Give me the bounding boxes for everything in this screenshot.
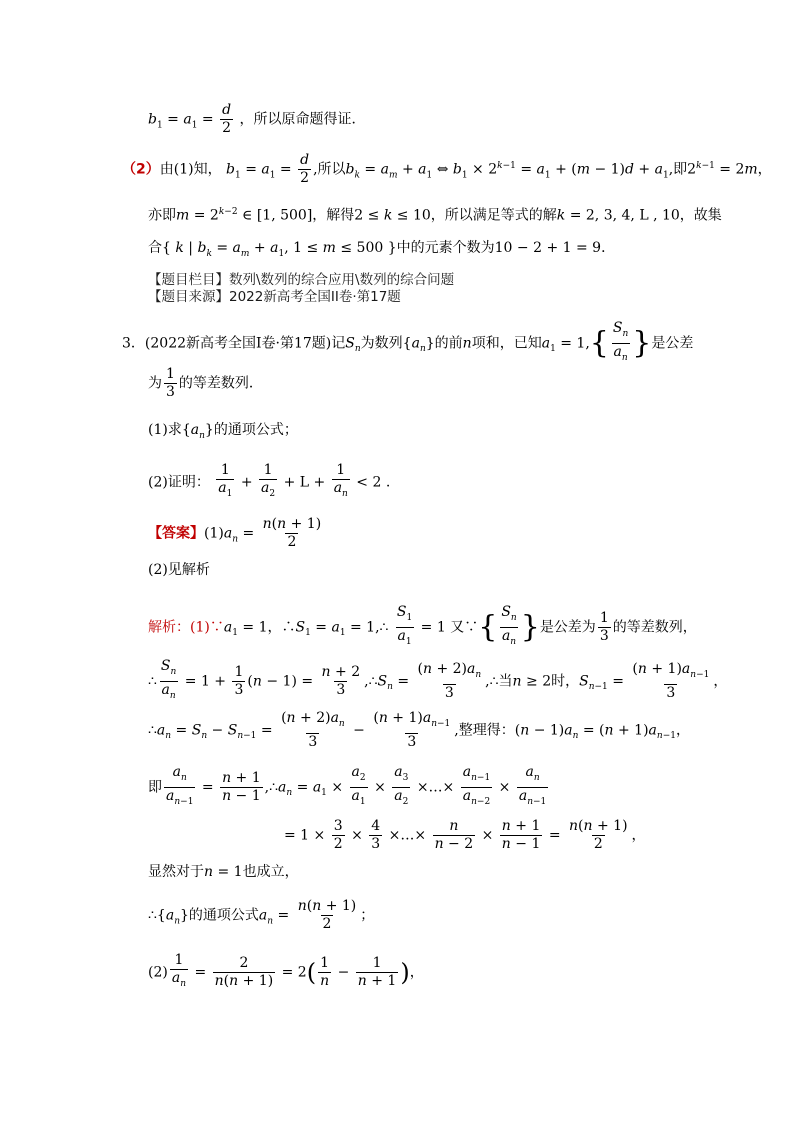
answer-line: 【答案】$(1)a_n$ = $\frac{n(n + 1)}{2}$: [148, 516, 322, 550]
solution-line8: (2) $\frac{1}{a_n}$ = $\frac{2}{n(n + 1)}$ = 2( $\frac{1}{n}$ − $\frac{1}{n + 1}$ )，: [148, 952, 424, 993]
part2-line2: 亦即$m = 2^{k-2}$ ∈ [1, 500]，解得2 ≤ k ≤ 10，所以满足等式的解k = 2, 3, 4, L , 10，故集: [148, 207, 722, 224]
solution-line7: $\therefore\{a_n\}$的通项公式$a_n$ = $\frac{n(n + 1)}{2}$ ；: [148, 898, 375, 932]
part-label: （2）: [122, 161, 160, 178]
question-source: 【题目来源】2022新高考全国II卷·第17题: [148, 289, 401, 305]
solution-line5: = 1 × $\frac{3}{2}$ × $\frac{4}{3}$ ×…× $\frac{n}{n - 2}$ × $\frac{n + 1}{n - 1}$ = $\frac{n(n + 1)}{2}$ ，: [284, 818, 646, 852]
solution-line4: 即 $\frac{a_n}{a_{n-1}}$ = $\frac{n + 1}{n - 1}$ $,\therefore a_n = a_1$ × $\frac{a_2}{a_1}$ × $\frac{a_3}{a_2}$ ×…× $\frac{a_{n-1}}{a_{n-2}}$ × $\frac{a_n}{a_{n-1}}$: [148, 764, 550, 811]
answer-label: 【答案】: [148, 525, 204, 542]
solution-label: 解析：: [148, 619, 190, 636]
question-category: 【题目栏目】数列\数列的综合应用\数列的综合问题: [148, 272, 455, 288]
proof-conclusion-line: $b_1 = a_1$ = $\frac{d}{2}$ ，所以原命题得证．: [148, 102, 366, 136]
solution-line3: $\therefore a_n = S_n - S_{n-1}$ = $\frac{(n + 2)a_n}{3}$ − $\frac{(n + 1)a_{n-1}}{3}$ ,整理得：$(n - 1)a_n = (n + 1)a_{n-1}$，: [148, 710, 690, 750]
part2-line1: （2）由(1)知， $b_1 = a_1$ = $\frac{d}{2}$ ,所以$b_k = a_m + a_1$ ⇔ $b_1 \times 2^{k-1} = a_1 + (m - 1)d + a_1$,即$2^{k-1} = 2m$，: [122, 152, 772, 186]
question-3-line2: 为 $\frac{1}{3}$ 的等差数列．: [148, 366, 263, 400]
part2-line3: 合{ k | $b_k = a_m + a_1$, 1 ≤ m ≤ 500 }中的元素个数为10 − 2 + 1 = 9．: [148, 240, 616, 259]
answer-part2: (2)见解析: [148, 562, 210, 578]
solution-line2: ∴ $\frac{S_n}{a_n}$ = 1 + $\frac{1}{3}$ (n − 1) = $\frac{n + 2}{3}$ $,\therefore S_n$ = $\frac{(n + 2)a_n}{3}$ ,∴当n ≥ 2时，$S_{n-1}$ = $\frac{(n + 1)a_{n-1}}{3}$ ，: [148, 658, 727, 705]
question-3-part2: (2)证明： $\frac{1}{a_1}$ + $\frac{1}{a_2}$ + L + $\frac{1}{a_n}$ < 2 .: [148, 462, 390, 503]
solution-line6: 显然对于n = 1也成立，: [148, 864, 299, 880]
question-3-line1: 3．(2022新高考全国I卷·第17题)记$S_n$为数列$\{a_n\}$的前n项和，已知$a_1 = 1$,{ $\frac{S_n}{a_n}$ }是公差: [122, 320, 693, 367]
question-3-part1: (1)求$\{a_n\}$的通项公式；: [148, 422, 298, 441]
solution-line1: 解析：$(1)\because a_1 = 1$，$\therefore S_1 = a_1$ = 1,∴ $\frac{S_1}{a_1}$ = 1 又∵{ $\frac{S_n}{a_n}$ }是公差为 $\frac{1}{3}$ 的等差数列，: [148, 604, 697, 651]
fraction: $\frac{d}{2}$: [222, 102, 232, 136]
